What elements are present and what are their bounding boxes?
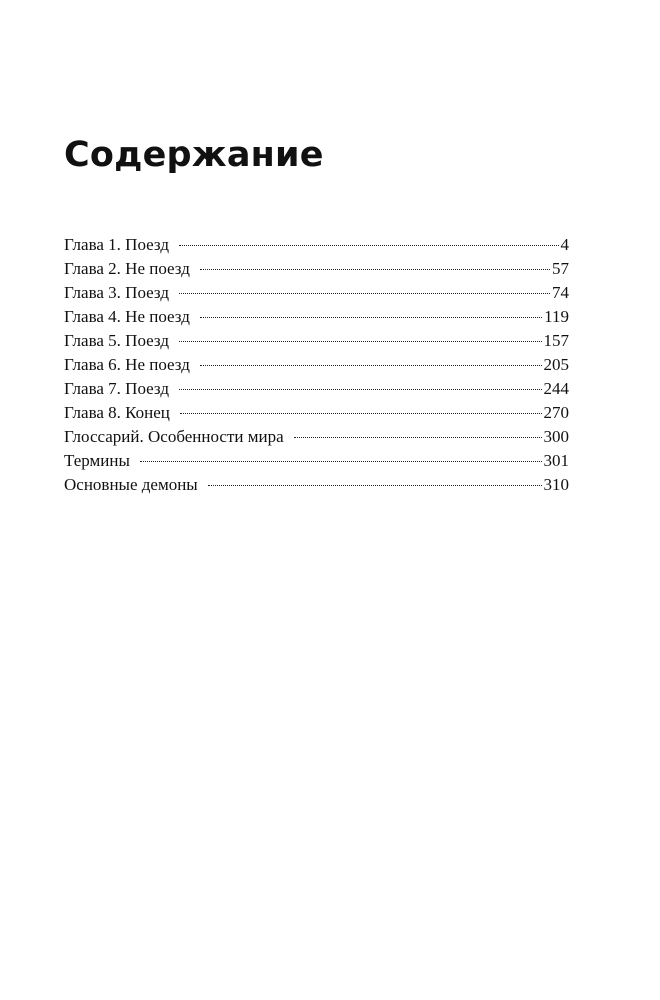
toc-entry-label: Глава 3. Поезд	[64, 283, 169, 302]
toc-entry	[64, 449, 569, 473]
toc-entry	[64, 401, 569, 425]
toc-page-number: 310	[543, 475, 569, 494]
toc-page-number: 301	[543, 451, 569, 470]
toc-entry-label: Глава 7. Поезд	[64, 379, 169, 398]
dot-leader	[200, 364, 542, 366]
page-title: Содержание	[64, 135, 324, 175]
dot-leader	[179, 340, 542, 342]
toc-entry	[64, 425, 569, 449]
dot-leader	[140, 460, 542, 462]
toc-entry-label: Термины	[64, 451, 130, 470]
toc-page-number: 300	[543, 427, 569, 446]
toc-page-number: 270	[543, 403, 569, 422]
dot-leader	[200, 316, 542, 318]
toc-entry-label: Глава 5. Поезд	[64, 331, 169, 350]
toc-entry	[64, 233, 569, 257]
toc-entry	[64, 473, 569, 497]
dot-leader	[294, 436, 542, 438]
toc-page-number: 244	[543, 379, 569, 398]
dot-leader	[208, 484, 542, 486]
toc-page-number: 157	[543, 331, 569, 350]
toc-entry	[64, 281, 569, 305]
toc-page-number: 205	[543, 355, 569, 374]
toc-entry-label: Глава 6. Не поезд	[64, 355, 190, 374]
toc-entry-label: Глава 2. Не поезд	[64, 259, 190, 278]
dot-leader	[180, 412, 542, 414]
toc-entry-label: Глава 8. Конец	[64, 403, 170, 422]
toc-entry-label: Глава 4. Не поезд	[64, 307, 190, 326]
toc-entry	[64, 257, 569, 281]
toc-entry	[64, 329, 569, 353]
toc-entry-label: Глоссарий. Особенности мира	[64, 427, 284, 446]
toc-page-number: 57	[552, 259, 569, 278]
dot-leader	[179, 292, 550, 294]
toc-page-number: 4	[560, 235, 569, 254]
toc-entry	[64, 377, 569, 401]
toc-entry-label: Глава 1. Поезд	[64, 235, 169, 254]
table-of-contents	[64, 233, 569, 497]
dot-leader	[179, 388, 542, 390]
dot-leader	[200, 268, 550, 270]
toc-entry	[64, 305, 569, 329]
toc-entry-label: Основные демоны	[64, 475, 198, 494]
toc-page-number: 119	[544, 307, 569, 326]
toc-entry	[64, 353, 569, 377]
toc-page-number: 74	[552, 283, 569, 302]
dot-leader	[179, 244, 559, 246]
